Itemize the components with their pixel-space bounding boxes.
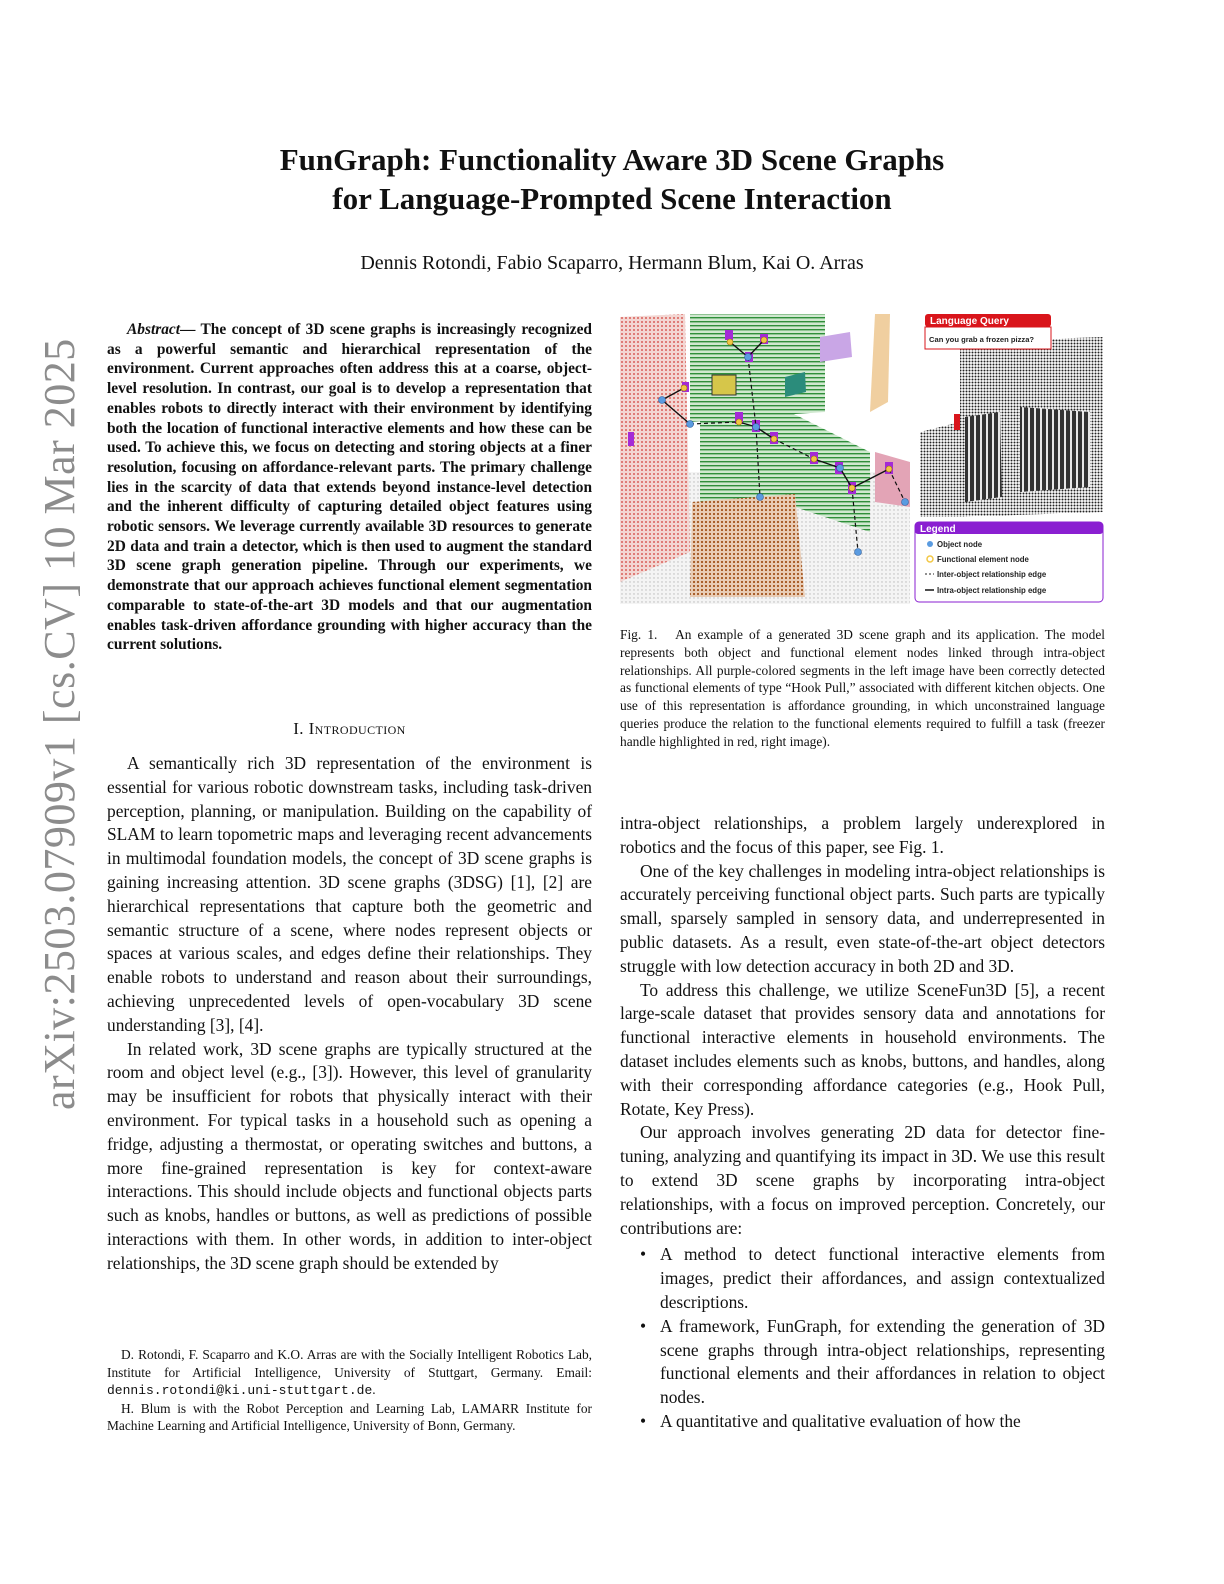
- intro-paragraph-2: In related work, 3D scene graphs are typically structured at the room and object level (e.g., [3]). However, this level of granularity may be insufficient for robots that physically interact with their environment. For typical tasks in a household such as opening a fridge, adjusting a thermostat, or operating switches and buttons, a more fine-grained representation is key for context-aware interactions. This should include objects and functional objects parts such as knobs, handles or buttons, as well as predictions of possible interactions with them. In other words, in addition to inter-object relationships, the 3D scene graph should be extended by: [107, 1038, 592, 1273]
- abstract-label: Abstract: [127, 321, 181, 338]
- arxiv-identifier: arXiv:2503.07909v1 [cs.CV] 10 Mar 2025: [35, 338, 84, 1110]
- right-column-body: [620, 812, 1105, 1434]
- contributions-list: [620, 1243, 1105, 1433]
- legend-item-object-node: Object node: [937, 540, 983, 549]
- footnote-affiliation-2: H. Blum is with the Robot Perception and Learning Lab, LAMARR Institute for Machine Learning and Artificial Intelligence, University of Bonn, Germany.: [107, 1400, 592, 1434]
- footnote-affiliation-1: [107, 1346, 592, 1400]
- legend-item-intra-edge: Intra-object relationship edge: [937, 586, 1047, 595]
- caption-text: An example of a generated 3D scene graph and its application. The model represents both object and functional element nodes linked through intra-object relationships. All purple-colored segments in the left image have been correctly detected as functional elements of type “Hook Pull,” associated with different kitchen objects. One use of this representation is affordance grounding, in which unconstrained language queries produce the relation to the functional elements required to fulfill a task (freezer handle highlighted in red, right image).: [620, 627, 1105, 749]
- title-line-1: FunGraph: Functionality Aware 3D Scene Graphs: [279, 142, 945, 177]
- legend-item-inter-edge: Inter-object relationship edge: [937, 570, 1047, 579]
- section-numeral: I.: [293, 719, 309, 738]
- title-line-2: for Language-Prompted Scene Interaction: [332, 181, 892, 216]
- figure-1-graphic: [620, 312, 1105, 604]
- intro-paragraph-1: A semantically rich 3D representation of the environment is essential for various robotic downstream tasks, including task-driven perception, planning, or manipulation. Building on the capability of SLAM to learn topometric maps and leveraging recent advancements in multimodal foundation models, the concept of 3D scene graphs is gaining increasing attention. 3D scene graphs (3DSG) [1], [2] are hierarchical representations that capture both the geometric and semantic structure of a scene, where nodes represent objects or spaces at various scales, and edges define their relationships. They enable robots to understand and reason about their surroundings, achieving unprecedented levels of open-vocabulary 3D scene understanding [3], [4].: [107, 753, 592, 1035]
- author-list: Dennis Rotondi, Fabio Scaparro, Hermann Blum, Kai O. Arras: [360, 252, 864, 274]
- section-heading-introduction: [107, 719, 592, 739]
- author-email: dennis.rotondi@ki.uni-stuttgart.de: [107, 1383, 373, 1399]
- contribution-item: • A quantitative and qualitative evaluation of how the: [620, 1410, 1105, 1434]
- contribution-item: • A framework, FunGraph, for extending the generation of 3D scene graphs through intra-object relationships, representing functional elements and their affordances in relation to object nodes.: [620, 1315, 1105, 1410]
- section-title: Introduction: [308, 719, 406, 738]
- paper-title: [0, 140, 1224, 218]
- abstract-text: The concept of 3D scene graphs is increasingly recognized as a powerful semantic and hierarchical representation of the environment. Current approaches often address this at a coarse, object-level resolution. In contrast, our goal is to develop a representation that enables robots to directly interact with their environment by identifying both the location of functional interactive elements and how these can be used. To achieve this, we focus on detecting and storing objects at a finer resolution, focusing on affordance-relevant parts. The primary challenge lies in the scarcity of data that extends beyond instance-level detection and the inherent difficulty of capturing detailed object features using robotic sensors. We leverage currently available 3D resources to generate 2D data and train a detector, which is then used to augment the standard 3D scene graph generation pipeline. Through our experiments, we demonstrate that our approach achieves functional element segmentation comparable to state-of-the-art 3D models and that our augmentation enables task-driven affordance grounding with higher accuracy than the current solutions.: [107, 321, 592, 654]
- legend-item-functional-node: Functional element node: [937, 555, 1029, 564]
- footnote-line-1: D. Rotondi, F. Scaparro and K.O. Arras are with the Socially Intelligent Robotics Lab, Institute for Artificial Intelligence, University of Stuttgart, Germany. Email:: [107, 1347, 592, 1380]
- highlighted-freezer-handle: [954, 414, 960, 430]
- right-paragraph-1: intra-object relationships, a problem largely underexplored in robotics and the focus of this paper, see Fig. 1.: [620, 813, 1105, 857]
- right-paragraph-4: Our approach involves generating 2D data for detector fine-tuning, analyzing and quantifying its impact in 3D. We use this result to extend 3D scene graphs by incorporating intra-object relationships, with a focus on improved perception. Concretely, our contributions are:: [620, 1122, 1105, 1238]
- scene-graph-pointcloud: [620, 312, 910, 604]
- affordance-grounding-panel: [915, 314, 1103, 602]
- right-paragraph-2: One of the key challenges in modeling intra-object relationships is accurately perceiving functional object parts. Such parts are typically small, sparsely sampled in sensory data, and underrepresented in public datasets. As a result, even state-of-the-art object detectors struggle with low detection accuracy in both 2D and 3D.: [620, 860, 1105, 976]
- figure-1-caption: [620, 626, 1105, 751]
- caption-label: Fig. 1.: [620, 627, 658, 642]
- author-affiliations-footnote: [107, 1346, 592, 1435]
- legend-title: Legend: [920, 524, 956, 535]
- abstract: [107, 320, 592, 655]
- left-column-body: [107, 752, 592, 1276]
- object-node-swatch: [927, 541, 933, 547]
- language-query-title: Language Query: [930, 316, 1009, 327]
- contribution-item: • A method to detect functional interactive elements from images, predict their affordances, and assign contextualized descriptions.: [620, 1243, 1105, 1314]
- figure-1: [620, 312, 1105, 604]
- footnote-line-1-end: .: [372, 1382, 376, 1398]
- right-paragraph-3: To address this challenge, we utilize SceneFun3D [5], a recent large-scale dataset that provides sensory data and annotations for functional interactive elements in household environments. The dataset includes elements such as knobs, buttons, and handles, along with their corresponding affordance categories (e.g., Hook Pull, Rotate, Key Press).: [620, 979, 1105, 1119]
- language-query-text: Can you grab a frozen pizza?: [929, 335, 1035, 344]
- abstract-dash: —: [180, 321, 201, 338]
